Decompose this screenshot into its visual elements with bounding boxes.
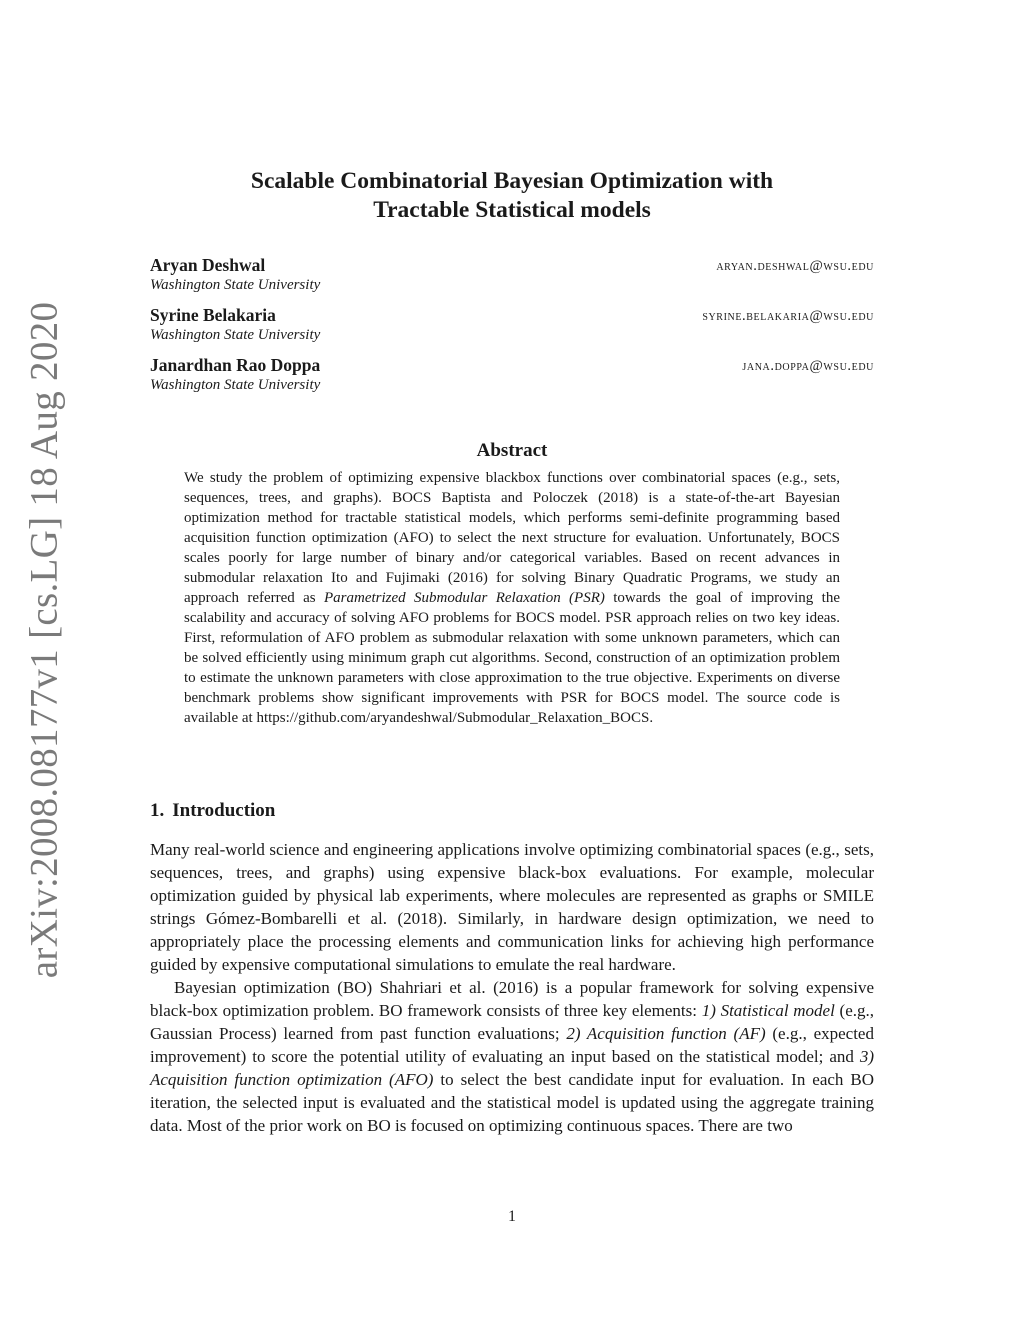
author-affiliation: Washington State University	[150, 327, 321, 343]
emphasis: 2) Acquisition function (AF)	[566, 1024, 766, 1043]
author-list	[150, 254, 874, 404]
page-number: 1	[508, 1208, 516, 1225]
paper-title	[150, 167, 874, 225]
introduction-body	[150, 838, 874, 1137]
arxiv-identifier: arXiv:2008.08177v1 [cs.LG] 18 Aug 2020	[22, 301, 66, 979]
emphasis: 3) Acquisition function optimization (AFO)	[150, 1047, 874, 1089]
paragraph: Many real-world science and engineering applications involve optimizing combinatorial spaces (e.g., sets, sequences, trees, and graphs) using expensive black-box evaluations. For example, molecular optimization guided by physical lab experiments, where molecules are represented as graphs or SMILE strings Gómez-Bombarelli et al. (2018). Similarly, in hardware design optimization, we need to appropriately place the processing elements and communication links for achieving high performance guided by expensive computational simulations to emulate the real hardware.	[150, 840, 874, 974]
emphasis: 1) Statistical model	[701, 1001, 835, 1020]
author-name: Aryan Deshwal	[150, 255, 266, 275]
author-email: syrine.belakaria@wsu.edu	[702, 308, 874, 324]
text-run: (e.g., expected improvement) to score the potential utility of evaluating an input based on the statistical model; and	[150, 1024, 874, 1066]
text-run: Bayesian optimization (BO) Shahriari et al. (2016) is a popular framework for solving expensive black-box optimization problem. BO framework consists of three key elements:	[150, 978, 874, 1020]
section-number: 1.	[150, 800, 165, 821]
author-block	[150, 254, 874, 304]
paragraph	[150, 976, 874, 1137]
author-affiliation: Washington State University	[150, 377, 321, 393]
title-line-2: Tractable Statistical models	[373, 197, 651, 223]
abstract-part-1: We study the problem of optimizing expensive blackbox functions over combinatorial spaces (e.g., sets, sequences, trees, and graphs). BOCS Baptista and Poloczek (2018) is a state-of-the-art Bayesian optimization method for tractable statistical models, which performs semi-definite programming based acquisition function optimization (AFO) to select the next structure for evaluation. Unfortunately, BOCS scales poorly for large number of binary and/or categorical variables. Based on recent advances in submodular relaxation Ito and Fujimaki (2016) for solving Binary Quadratic Programs, we study an approach referred as	[184, 470, 840, 606]
abstract-text	[184, 468, 840, 728]
text-run: to select the best candidate input for evaluation. In each BO iteration, the selected input is evaluated and the statistical model is updated using the aggregate training data. Most of the prior work on BO is focused on optimizing continuous spaces. There are two	[150, 1070, 874, 1135]
author-affiliation: Washington State University	[150, 277, 321, 293]
title-line-1: Scalable Combinatorial Bayesian Optimization with	[250, 168, 774, 194]
section-heading-introduction	[150, 800, 275, 822]
author-name: Syrine Belakaria	[150, 305, 276, 325]
abstract-emphasis: Parametrized Submodular Relaxation (PSR)	[324, 590, 605, 606]
text-run: (e.g., Gaussian Process) learned from past function evaluations;	[150, 1001, 874, 1043]
author-block	[150, 304, 874, 354]
section-title: Introduction	[172, 800, 276, 821]
author-email: aryan.deshwal@wsu.edu	[716, 258, 874, 274]
author-block	[150, 354, 874, 404]
author-email: jana.doppa@wsu.edu	[742, 358, 874, 374]
author-name: Janardhan Rao Doppa	[150, 355, 321, 375]
abstract-part-2: towards the goal of improving the scalability and accuracy of solving AFO problems for BOCS model. PSR approach relies on two key ideas. First, reformulation of AFO problem as submodular relaxation with some unknown parameters, which can be solved efficiently using minimum graph cut algorithms. Second, construction of an optimization problem to estimate the unknown parameters with close approximation to the true objective. Experiments on diverse benchmark problems show significant improvements with PSR for BOCS model. The source code is available at https://github.com/aryandeshwal/Submodular_Relaxation_BOCS.	[184, 590, 840, 726]
abstract-heading: Abstract	[476, 440, 548, 461]
